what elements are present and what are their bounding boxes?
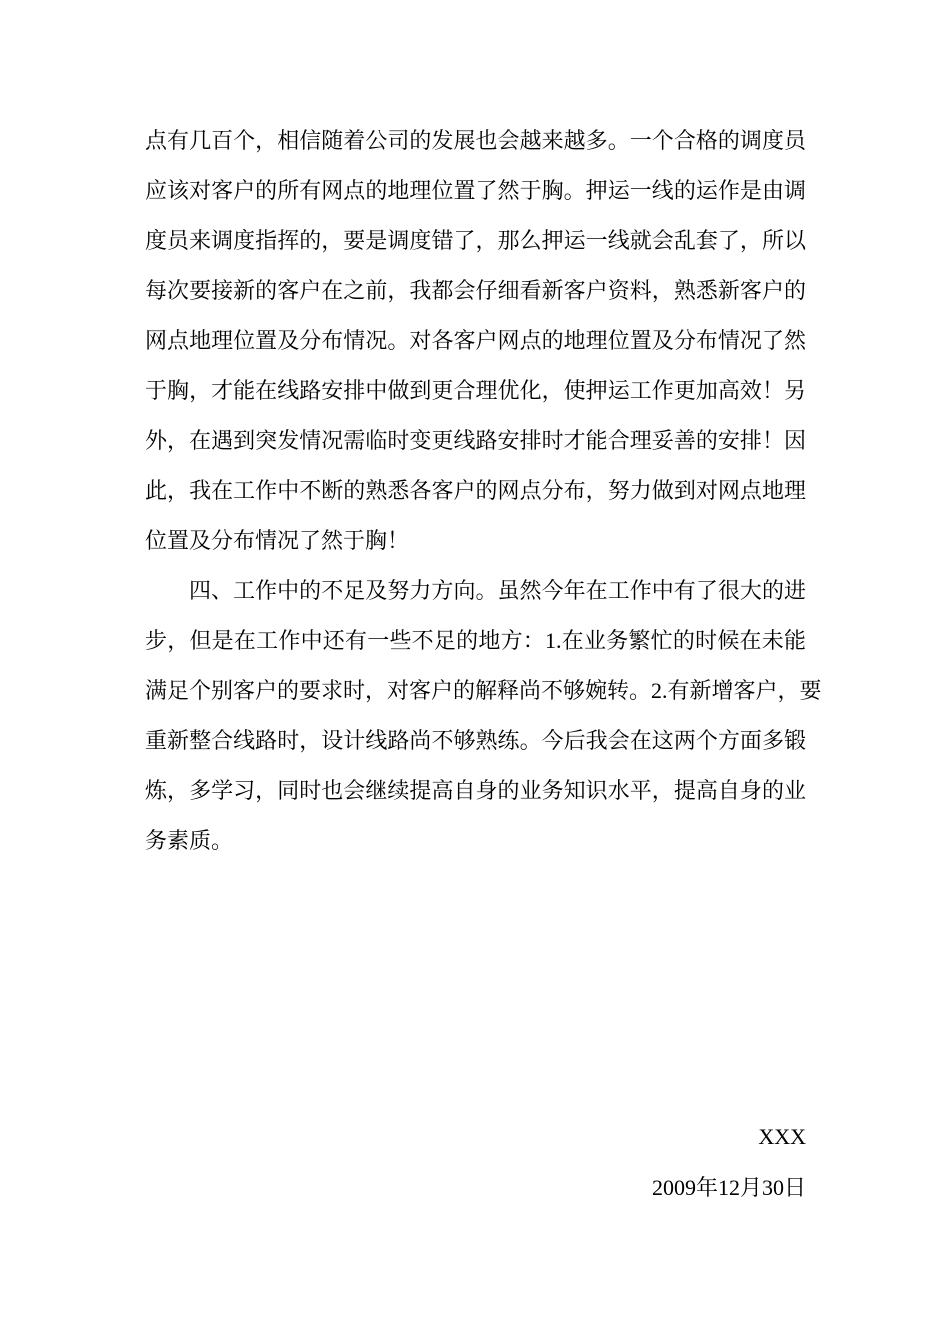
paragraph-1-line: 应该对客户的所有网点的地理位置了然于胸。押运一线的运作是由调 — [145, 178, 806, 203]
paragraph-2-line: 务素质。 — [145, 828, 234, 853]
paragraph-2-line: 满足个别客户的要求时，对客户的解释尚不够婉转。2.有新增客户，要 — [145, 678, 822, 703]
signature-date: 2009年12月30日 — [651, 1175, 806, 1200]
paragraph-1-line: 位置及分布情况了然于胸！ — [145, 528, 410, 553]
paragraph-2-line: 重新整合线路时，设计线路尚不够熟练。今后我会在这两个方面多锻 — [145, 728, 806, 753]
paragraph-2-line: 步，但是在工作中还有一些不足的地方：1.在业务繁忙的时候在未能 — [145, 628, 806, 653]
paragraph-1-line: 网点地理位置及分布情况。对各客户网点的地理位置及分布情况了然 — [145, 328, 806, 353]
paragraph-1-line: 此，我在工作中不断的熟悉各客户的网点分布，努力做到对网点地理 — [145, 478, 806, 503]
paragraph-1-line: 度员来调度指挥的，要是调度错了，那么押运一线就会乱套了，所以 — [145, 228, 806, 253]
paragraph-1-line: 于胸，才能在线路安排中做到更合理优化，使押运工作更加高效！另 — [145, 378, 806, 403]
signature-name: XXX — [758, 1124, 806, 1149]
paragraph-1-line: 外，在遇到突发情况需临时变更线路安排时才能合理妥善的安排！因 — [145, 428, 806, 453]
paragraph-1-line: 点有几百个，相信随着公司的发展也会越来越多。一个合格的调度员 — [145, 128, 806, 153]
paragraph-2-line: 炼，多学习，同时也会继续提高自身的业务知识水平，提高自身的业 — [145, 778, 806, 803]
paragraph-2-line: 四、工作中的不足及努力方向。虽然今年在工作中有了很大的进 — [189, 578, 806, 603]
paragraph-1-line: 每次要接新的客户在之前，我都会仔细看新客户资料，熟悉新客户的 — [145, 278, 806, 303]
